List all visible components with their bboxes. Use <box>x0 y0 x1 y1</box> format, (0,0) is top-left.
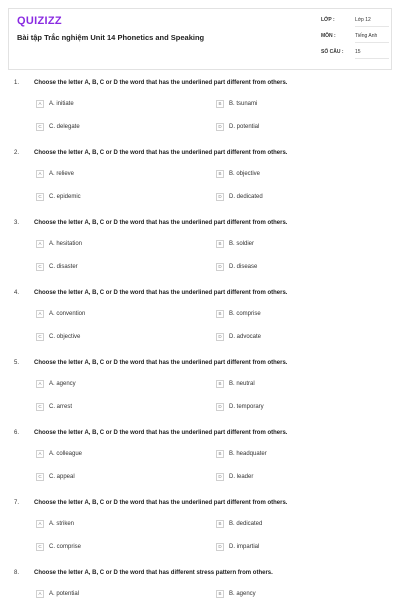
question-text: Choose the letter A, B, C or D the word that has the underlined part different from others. <box>34 150 288 156</box>
option-letter-box: D <box>216 333 224 341</box>
option-text: A. colleague <box>49 451 83 457</box>
question-number: 7. <box>14 500 20 506</box>
meta-row-count <box>321 49 389 65</box>
option-text: D. potential <box>229 124 260 130</box>
option-text: C. objective <box>49 334 81 340</box>
meta-info <box>321 17 389 65</box>
question-item <box>0 80 400 150</box>
option-text: B. objective <box>229 171 261 177</box>
worksheet-header <box>8 8 392 70</box>
option-text: B. neutral <box>229 381 255 387</box>
question-number: 5. <box>14 360 20 366</box>
question-number: 2. <box>14 150 20 156</box>
question-text: Choose the letter A, B, C or D the word that has the underlined part different from others. <box>34 500 288 506</box>
option-text: C. epidemic <box>49 194 81 200</box>
option-letter-box: A <box>36 240 44 248</box>
option-text: D. disease <box>229 264 258 270</box>
option-text: A. striken <box>49 521 75 527</box>
question-item <box>0 220 400 290</box>
option-letter-box: C <box>36 543 44 551</box>
option-text: B. soldier <box>229 241 255 247</box>
question-number: 1. <box>14 80 20 86</box>
option-text: C. arrest <box>49 404 73 410</box>
option-letter-box: A <box>36 520 44 528</box>
question-number: 6. <box>14 430 20 436</box>
option-letter-box: D <box>216 403 224 411</box>
option-letter-box: A <box>36 170 44 178</box>
option-letter-box: A <box>36 310 44 318</box>
option-text: A. convention <box>49 311 86 317</box>
question-item <box>0 430 400 500</box>
option-letter-box: B <box>216 170 224 178</box>
option-text: D. dedicated <box>229 194 263 200</box>
question-number: 8. <box>14 570 20 576</box>
option-text: D. temporary <box>229 404 264 410</box>
question-text: Choose the letter A, B, C or D the word that has the underlined part different from others. <box>34 80 288 86</box>
option-letter-box: C <box>36 473 44 481</box>
option-letter-box: B <box>216 240 224 248</box>
option-text: C. delegate <box>49 124 80 130</box>
question-item <box>0 360 400 430</box>
meta-value: Lớp 12 <box>355 16 389 27</box>
option-text: D. leader <box>229 474 254 480</box>
question-text: Choose the letter A, B, C or D the word that has different stress pattern from others. <box>34 570 273 576</box>
meta-row-class <box>321 17 389 33</box>
meta-value: Tiếng Anh <box>355 32 389 43</box>
option-text: B. tsunami <box>229 101 258 107</box>
question-item <box>0 500 400 570</box>
option-letter-box: C <box>36 403 44 411</box>
option-text: B. headquater <box>229 451 267 457</box>
option-text: B. dedicated <box>229 521 263 527</box>
question-item <box>0 570 400 600</box>
question-text: Choose the letter A, B, C or D the word that has the underlined part different from others. <box>34 220 288 226</box>
option-letter-box: B <box>216 450 224 458</box>
meta-value: 15 <box>355 48 389 59</box>
option-text: C. disaster <box>49 264 78 270</box>
meta-label: SỐ CÂU : <box>321 49 344 55</box>
option-letter-box: B <box>216 520 224 528</box>
question-text: Choose the letter A, B, C or D the word that has the underlined part different from others. <box>34 430 288 436</box>
option-letter-box: A <box>36 100 44 108</box>
option-letter-box: D <box>216 543 224 551</box>
option-letter-box: B <box>216 380 224 388</box>
option-letter-box: D <box>216 263 224 271</box>
option-letter-box: C <box>36 193 44 201</box>
option-text: D. advocate <box>229 334 262 340</box>
option-text: A. agency <box>49 381 76 387</box>
question-text: Choose the letter A, B, C or D the word that has the underlined part different from others. <box>34 360 288 366</box>
option-letter-box: A <box>36 590 44 598</box>
option-letter-box: A <box>36 380 44 388</box>
option-text: C. appeal <box>49 474 75 480</box>
question-item <box>0 150 400 220</box>
meta-row-subject <box>321 33 389 49</box>
option-text: B. agency <box>229 591 256 597</box>
option-text: D. impartial <box>229 544 260 550</box>
option-letter-box: B <box>216 590 224 598</box>
option-letter-box: D <box>216 123 224 131</box>
question-number: 4. <box>14 290 20 296</box>
option-letter-box: A <box>36 450 44 458</box>
question-text: Choose the letter A, B, C or D the word that has the underlined part different from others. <box>34 290 288 296</box>
option-text: A. relieve <box>49 171 75 177</box>
quizizz-logo: QUIZIZZ <box>17 15 62 27</box>
option-letter-box: D <box>216 473 224 481</box>
option-text: B. comprise <box>229 311 261 317</box>
question-number: 3. <box>14 220 20 226</box>
question-item <box>0 290 400 360</box>
meta-label: LỚP : <box>321 17 335 23</box>
option-text: A. hesitation <box>49 241 83 247</box>
option-letter-box: B <box>216 100 224 108</box>
option-text: A. initiate <box>49 101 74 107</box>
option-letter-box: D <box>216 193 224 201</box>
option-text: C. comprise <box>49 544 82 550</box>
worksheet-title: Bài tập Trắc nghiệm Unit 14 Phonetics and Speaking <box>17 33 205 42</box>
meta-label: MÔN : <box>321 33 336 39</box>
option-letter-box: C <box>36 123 44 131</box>
option-letter-box: C <box>36 263 44 271</box>
option-text: A. potential <box>49 591 80 597</box>
option-letter-box: C <box>36 333 44 341</box>
option-letter-box: B <box>216 310 224 318</box>
